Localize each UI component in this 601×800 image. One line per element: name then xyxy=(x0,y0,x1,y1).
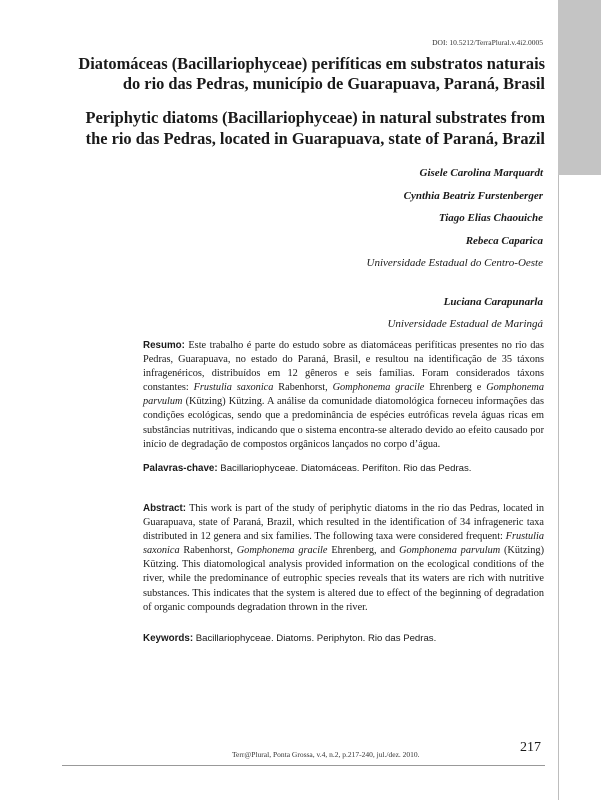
title-portuguese xyxy=(62,54,545,94)
doi-text: DOI: 10.5212/TerraPlural.v.4i2.0005 xyxy=(432,38,543,47)
author-name: Gisele Carolina Marquardt xyxy=(419,167,543,179)
title-pt-line-1: Diatomáceas (Bacillariophyceae) perifíticas em substratos naturais xyxy=(78,54,545,73)
author-name: Tiago Elias Chaouiche xyxy=(438,212,543,224)
keywords-pt-label: Palavras-chave: xyxy=(143,463,218,474)
resumo-text: Ehrenberg e xyxy=(424,382,487,394)
title-english xyxy=(62,107,545,149)
resumo-text: Rabenhorst, xyxy=(273,382,333,394)
keywords-pt-text: Bacillariophyceae. Diatomáceas. Perifíton. Rio das Pedras. xyxy=(217,463,472,474)
keywords-english xyxy=(143,632,544,646)
title-en-line-1: Periphytic diatoms (Bacillariophyceae) in natural substrates from xyxy=(85,108,545,127)
abstract-text: Rabenhorst, xyxy=(179,545,237,557)
title-en-line-2: the rio das Pedras, located in Guarapuava, state of Paraná, Brazil xyxy=(85,129,545,148)
resumo-text: Este trabalho é parte do estudo sobre as diatomáceas perifíticas presentes no rio das Pedras, Guarapuava, no estado do Paraná, Brasil, e resultou na identificação de 35 táxons infragenéricos, distribuídos em 12 gêneros e seis famílias. Foram considerados táxons constantes: xyxy=(143,340,544,394)
side-rule xyxy=(558,175,559,800)
resumo-paragraph xyxy=(143,339,544,452)
keywords-en-label: Keywords: xyxy=(143,633,194,644)
page-number: 217 xyxy=(520,740,541,755)
abstract-label: Abstract: xyxy=(143,503,187,514)
author-affiliation: Universidade Estadual de Maringá xyxy=(387,318,543,330)
title-pt-line-2: do rio das Pedras, município de Guarapuava, Paraná, Brasil xyxy=(122,74,545,93)
resumo-text: (Kützing) Kützing. A análise da comunidade diatomológica forneceu informações das condições ecológicas, sendo que a predominância de espécies eutróficas revela águas ricas em substâncias nutritivas, indicando que o sistema encontra-se alterado devido ao efeito causado por início de degradação de compostos orgânicos lançados no corpo d’água. xyxy=(143,396,544,450)
taxon-name: Frustulia saxonica xyxy=(143,531,544,557)
author-name: Rebeca Caparica xyxy=(465,234,543,247)
abstract-text: (Kützing) Kützing. This diatomological analysis provided information on the ecological conditions of the river, while the predominance of eutrophic species reveals that its waters are rich with nutritive substances. This indicates that the system is altered due to effect of the beginning of degradation of organic compounds degradation thrown in the river. xyxy=(143,545,545,613)
author-name: Luciana Carapunarla xyxy=(443,295,543,308)
author-affiliation: Universidade Estadual do Centro-Oeste xyxy=(366,257,543,269)
taxon-name: Gomphonema parvulum xyxy=(143,382,544,408)
author-block xyxy=(367,165,543,339)
footer-rule xyxy=(62,765,545,766)
taxon-name: Gomphonema gracile xyxy=(236,545,328,557)
keywords-en-text: Bacillariophyceae. Diatoms. Periphyton. Rio das Pedras. xyxy=(193,633,437,644)
taxon-name: Gomphonema parvulum xyxy=(399,545,501,557)
resumo-label: Resumo: xyxy=(143,340,185,351)
taxon-name: Gomphonema gracile xyxy=(332,382,425,394)
abstract-text: This work is part of the study of periphytic diatoms in the rio das Pedras, located in Guarapuava, state of Paraná, Brazil, which resulted in the identification of 34 infrageneric taxa distributed in 12 genera and six families. The following taxa were considered frequent: xyxy=(143,503,544,543)
taxon-name: Frustulia saxonica xyxy=(193,382,274,394)
journal-footer: Terr@Plural, Ponta Grossa, v.4, n.2, p.217-240, jul./dez. 2010. xyxy=(232,750,420,759)
abstract-paragraph xyxy=(143,502,544,615)
author-name: Cynthia Beatriz Furstenberger xyxy=(403,189,543,202)
side-tab-block xyxy=(558,0,601,175)
keywords-portuguese xyxy=(143,462,544,476)
abstract-text: Ehrenberg, and xyxy=(327,545,400,557)
